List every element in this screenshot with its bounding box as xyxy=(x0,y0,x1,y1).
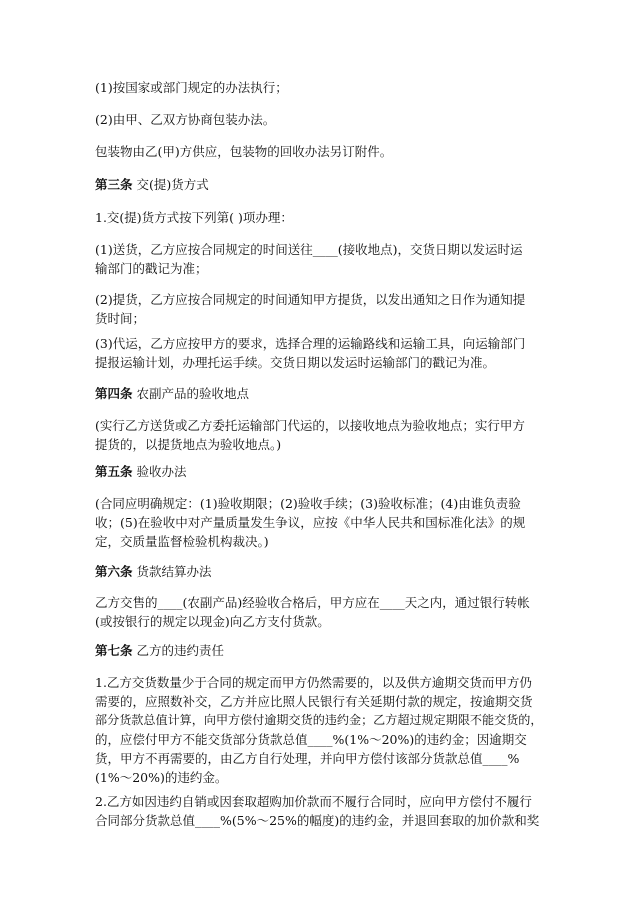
article-number: 第七条 xyxy=(95,643,133,658)
article-heading xyxy=(95,462,547,481)
text-line: 合同部分货款总值____%(5%～25%的幅度)的违约金，并退回套取的加价款和奖 xyxy=(95,813,540,828)
paragraph xyxy=(95,334,547,372)
text-line: 乙方交售的____(农副产品)经验收合格后，甲方应在____天之内，通过银行转帐 xyxy=(95,595,530,610)
text-line: 2.乙方如因违约自销或因套取超购加价款而不履行合同时，应向甲方偿付不履行 xyxy=(95,794,532,809)
text-line: 部分货款总值计算，向甲方偿付逾期交货的违约金；乙方超过规定期限不能交货的， xyxy=(95,713,543,727)
article-heading xyxy=(95,384,547,403)
text-line: (或按银行的规定以现金)向乙方支付货款。 xyxy=(95,614,330,629)
paragraph xyxy=(95,593,547,631)
article-title: 货款结算办法 xyxy=(136,564,212,579)
text-line: (1%～20%)的违约金。 xyxy=(95,770,228,785)
text-line: (2)由甲、乙双方协商包装办法。 xyxy=(95,112,276,127)
text-line: 定，交质量监督检验机构裁决。) xyxy=(95,534,269,549)
paragraph xyxy=(95,240,547,278)
article-title: 乙方的违约责任 xyxy=(136,643,225,658)
text-line: 需要的，应照数补交，乙方并应比照人民银行有关延期付款的规定，按逾期交货 xyxy=(95,694,533,709)
text-line: 包装物由乙(甲)方供应，包装物的回收办法另订附件。 xyxy=(95,144,393,159)
text-line: 输部门的戳记为准； xyxy=(95,261,208,276)
paragraph xyxy=(95,494,547,551)
article-heading xyxy=(95,641,547,660)
text-line: (1)按国家或部门规定的办法执行； xyxy=(95,80,288,95)
text-line: 1.乙方交货数量少于合同的规定而甲方仍然需要的，以及供方逾期交货而甲方仍 xyxy=(95,675,532,690)
article-number: 第四条 xyxy=(95,386,133,401)
text-line: 货时间； xyxy=(95,311,146,326)
paragraph xyxy=(95,78,547,97)
paragraph xyxy=(95,208,547,227)
text-line: (1)送货，乙方应按合同规定的时间送往____(接收地点)，交货日期以发运时运 xyxy=(95,242,523,257)
article-title: 验收办法 xyxy=(136,464,187,479)
article-heading xyxy=(95,562,547,581)
paragraph xyxy=(95,142,547,161)
text-line: 提报运输计划，办理托运手续。交货日期以发运时运输部门的戳记为准。 xyxy=(95,355,496,370)
article-heading xyxy=(95,175,547,194)
article-number: 第三条 xyxy=(95,177,133,192)
article-number: 第五条 xyxy=(95,464,133,479)
article-title: 交(提)货方式 xyxy=(136,177,209,192)
text-line: 收；(5)在验收中对产量质量发生争议，应按《中华人民共和国标准化法》的规 xyxy=(95,515,526,530)
text-line: (合同应明确规定：(1)验收期限；(2)验收手续；(3)验收标准；(4)由谁负责验 xyxy=(95,496,521,511)
text-line: 的，应偿付甲方不能交货部分货款总值____%(1%～20%)的违约金；因逾期交 xyxy=(95,732,527,747)
text-line: 货，甲方不再需要的，由乙方自行处理，并向甲方偿付该部分货款总值____% xyxy=(95,751,520,766)
article-title: 农副产品的验收地点 xyxy=(136,386,250,401)
text-line: (3)代运，乙方应按甲方的要求，选择合理的运输路线和运输工具，向运输部门 xyxy=(95,336,526,351)
text-line: 提货的，以提货地点为验收地点。) xyxy=(95,437,282,452)
text-line: 1.交(提)货方式按下列第( )项办理： xyxy=(95,210,293,225)
text-line: (实行乙方送货或乙方委托运输部门代运的，以接收地点为验收地点；实行甲方 xyxy=(95,418,525,433)
paragraph xyxy=(95,792,547,830)
paragraph xyxy=(95,290,547,328)
article-number: 第六条 xyxy=(95,564,133,579)
text-line: (2)提货，乙方应按合同规定的时间通知甲方提货，以发出通知之日作为通知提 xyxy=(95,292,526,307)
paragraph xyxy=(95,110,547,129)
paragraph xyxy=(95,673,547,787)
paragraph xyxy=(95,416,547,454)
